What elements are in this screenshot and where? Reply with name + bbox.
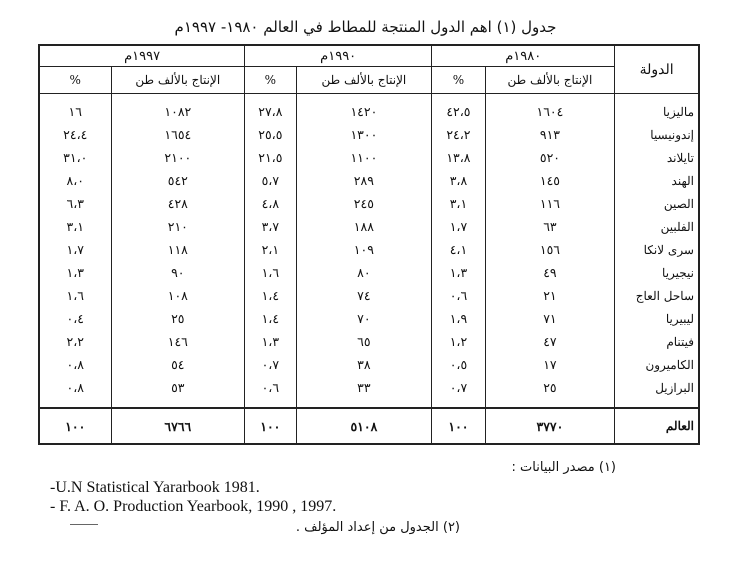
production-1997-cell: ١٠٨	[111, 284, 245, 307]
percent-1980-cell: ١،٩	[432, 307, 485, 330]
percent-1997-cell: ٠،٤	[39, 307, 111, 330]
production-1997-cell: ١٠٨٢	[111, 94, 245, 124]
data-source-note: (١) مصدر البيانات :	[511, 460, 616, 475]
year-1980-header: ١٩٨٠م	[432, 45, 615, 67]
percent-1980-cell: ٤،١	[432, 238, 485, 261]
percent-1980-cell: ١،٣	[432, 261, 485, 284]
production-1980-cell: ٢١	[485, 284, 615, 307]
table-title: جدول (١) اهم الدول المنتجة للمطاط في العالم ١٩٨٠- ١٩٩٧م	[174, 18, 557, 36]
production-1990-cell: ١٣٠٠	[296, 123, 432, 146]
percent-header-1990: %	[245, 67, 296, 94]
production-1980-cell: ١٤٥	[485, 169, 615, 192]
country-cell: الفلبين	[615, 215, 699, 238]
country-cell: الهند	[615, 169, 699, 192]
country-cell: فيتنام	[615, 330, 699, 353]
percent-1990-cell: ٢١،٥	[245, 146, 296, 169]
table-row	[39, 169, 699, 192]
percent-1990-cell: ١،٣	[245, 330, 296, 353]
percent-1980-cell: ٠،٧	[432, 376, 485, 399]
percent-1997-cell: ٨،٠	[39, 169, 111, 192]
production-1980-cell: ٤٩	[485, 261, 615, 284]
percent-1990-cell: ٢،١	[245, 238, 296, 261]
production-1980-cell: ١٥٦	[485, 238, 615, 261]
table-row	[39, 261, 699, 284]
source-fao: - F. A. O. Production Yearbook, 1990 , 1997.	[50, 498, 337, 515]
percent-1997-cell: ١،٣	[39, 261, 111, 284]
percent-1990-cell: ٢٥،٥	[245, 123, 296, 146]
percent-1990-cell: ٤،٨	[245, 192, 296, 215]
year-1997-header: ١٩٩٧م	[39, 45, 245, 67]
percent-header-1980: %	[432, 67, 485, 94]
production-1980-cell: ٤٧	[485, 330, 615, 353]
percent-header-1997: %	[39, 67, 111, 94]
percent-1980-cell: ٠،٥	[432, 353, 485, 376]
production-1980-cell: ٧١	[485, 307, 615, 330]
percent-1997-cell: ١٠٠	[39, 408, 111, 444]
percent-1997-cell: ٠،٨	[39, 376, 111, 399]
rubber-production-table	[38, 44, 700, 445]
country-column-header: الدولة	[615, 45, 699, 94]
spacer-cell	[432, 399, 485, 408]
spacer-row	[39, 399, 699, 408]
production-1980-cell: ١٦٠٤	[485, 94, 615, 124]
production-1980-cell: ٣٧٧٠	[485, 408, 615, 444]
percent-1980-cell: ١،٧	[432, 215, 485, 238]
table-row	[39, 123, 699, 146]
production-1997-cell: ٥٣	[111, 376, 245, 399]
production-1980-cell: ٥٢٠	[485, 146, 615, 169]
table-row	[39, 215, 699, 238]
table-row	[39, 238, 699, 261]
percent-1997-cell: ٢،٢	[39, 330, 111, 353]
production-1997-cell: ٥٤	[111, 353, 245, 376]
country-cell: ليبيريا	[615, 307, 699, 330]
divider	[70, 524, 98, 525]
spacer-cell	[39, 399, 111, 408]
table-row	[39, 284, 699, 307]
production-1997-cell: ١١٨	[111, 238, 245, 261]
country-cell: سرى لانكا	[615, 238, 699, 261]
production-1990-cell: ٢٤٥	[296, 192, 432, 215]
percent-1997-cell: ١،٦	[39, 284, 111, 307]
percent-1980-cell: ٤٢،٥	[432, 94, 485, 124]
production-1980-cell: ١١٦	[485, 192, 615, 215]
country-cell: ساحل العاج	[615, 284, 699, 307]
percent-1997-cell: ٠،٨	[39, 353, 111, 376]
country-cell: الكاميرون	[615, 353, 699, 376]
percent-1990-cell: ٠،٦	[245, 376, 296, 399]
production-1997-cell: ٢٥	[111, 307, 245, 330]
percent-1990-cell: ١،٦	[245, 261, 296, 284]
author-note: (٢) الجدول من إعداد المؤلف .	[295, 520, 460, 535]
percent-1990-cell: ١٠٠	[245, 408, 296, 444]
country-cell: تايلاند	[615, 146, 699, 169]
production-1990-cell: ١١٠٠	[296, 146, 432, 169]
country-cell: ماليزيا	[615, 94, 699, 124]
production-1997-cell: ٢١٠	[111, 215, 245, 238]
percent-1980-cell: ١٠٠	[432, 408, 485, 444]
production-1990-cell: ٧٤	[296, 284, 432, 307]
table-row	[39, 307, 699, 330]
production-1990-cell: ١٨٨	[296, 215, 432, 238]
percent-1997-cell: ١٦	[39, 94, 111, 124]
production-1990-cell: ٨٠	[296, 261, 432, 284]
production-1997-cell: ٩٠	[111, 261, 245, 284]
percent-1980-cell: ١٣،٨	[432, 146, 485, 169]
spacer-cell	[615, 399, 699, 408]
table-row	[39, 330, 699, 353]
percent-1997-cell: ٢٤،٤	[39, 123, 111, 146]
production-1990-cell: ٦٥	[296, 330, 432, 353]
production-1997-cell: ٢١٠٠	[111, 146, 245, 169]
production-1997-cell: ٤٢٨	[111, 192, 245, 215]
table-row	[39, 192, 699, 215]
spacer-cell	[296, 399, 432, 408]
percent-1990-cell: ٠،٧	[245, 353, 296, 376]
percent-1990-cell: ٥،٧	[245, 169, 296, 192]
spacer-cell	[485, 399, 615, 408]
table-row	[39, 376, 699, 399]
production-1997-cell: ١٤٦	[111, 330, 245, 353]
percent-1980-cell: ٠،٦	[432, 284, 485, 307]
spacer-cell	[111, 399, 245, 408]
source-un: -U.N Statistical Yararbook 1981.	[50, 479, 260, 496]
percent-1980-cell: ٣،٨	[432, 169, 485, 192]
production-header-1990: الإنتاج بالألف طن	[296, 67, 432, 94]
percent-1990-cell: ٣،٧	[245, 215, 296, 238]
table-row	[39, 146, 699, 169]
production-1990-cell: ٥١٠٨	[296, 408, 432, 444]
country-cell: نيجيريا	[615, 261, 699, 284]
country-cell: البرازيل	[615, 376, 699, 399]
percent-1990-cell: ١،٤	[245, 307, 296, 330]
production-1990-cell: ٢٨٩	[296, 169, 432, 192]
production-1990-cell: ٧٠	[296, 307, 432, 330]
country-cell: إندونيسيا	[615, 123, 699, 146]
production-1997-cell: ٥٤٢	[111, 169, 245, 192]
production-1990-cell: ١٠٩	[296, 238, 432, 261]
percent-1990-cell: ٢٧،٨	[245, 94, 296, 124]
table-row	[39, 353, 699, 376]
production-1980-cell: ٦٣	[485, 215, 615, 238]
production-1990-cell: ٣٣	[296, 376, 432, 399]
percent-1980-cell: ٣،١	[432, 192, 485, 215]
total-row	[39, 408, 699, 444]
production-1990-cell: ١٤٢٠	[296, 94, 432, 124]
table-row	[39, 94, 699, 124]
spacer-cell	[245, 399, 296, 408]
percent-1997-cell: ٣١،٠	[39, 146, 111, 169]
percent-1990-cell: ١،٤	[245, 284, 296, 307]
country-cell: الصين	[615, 192, 699, 215]
year-1990-header: ١٩٩٠م	[245, 45, 432, 67]
production-header-1997: الإنتاج بالألف طن	[111, 67, 245, 94]
production-1990-cell: ٣٨	[296, 353, 432, 376]
percent-1997-cell: ٦،٣	[39, 192, 111, 215]
production-1980-cell: ١٧	[485, 353, 615, 376]
percent-1997-cell: ١،٧	[39, 238, 111, 261]
country-cell: العالم	[615, 408, 699, 444]
percent-1997-cell: ٣،١	[39, 215, 111, 238]
production-header-1980: الإنتاج بالألف طن	[485, 67, 615, 94]
production-1997-cell: ١٦٥٤	[111, 123, 245, 146]
production-1980-cell: ٩١٣	[485, 123, 615, 146]
production-1980-cell: ٢٥	[485, 376, 615, 399]
production-1997-cell: ٦٧٦٦	[111, 408, 245, 444]
percent-1980-cell: ٢٤،٢	[432, 123, 485, 146]
percent-1980-cell: ١،٢	[432, 330, 485, 353]
